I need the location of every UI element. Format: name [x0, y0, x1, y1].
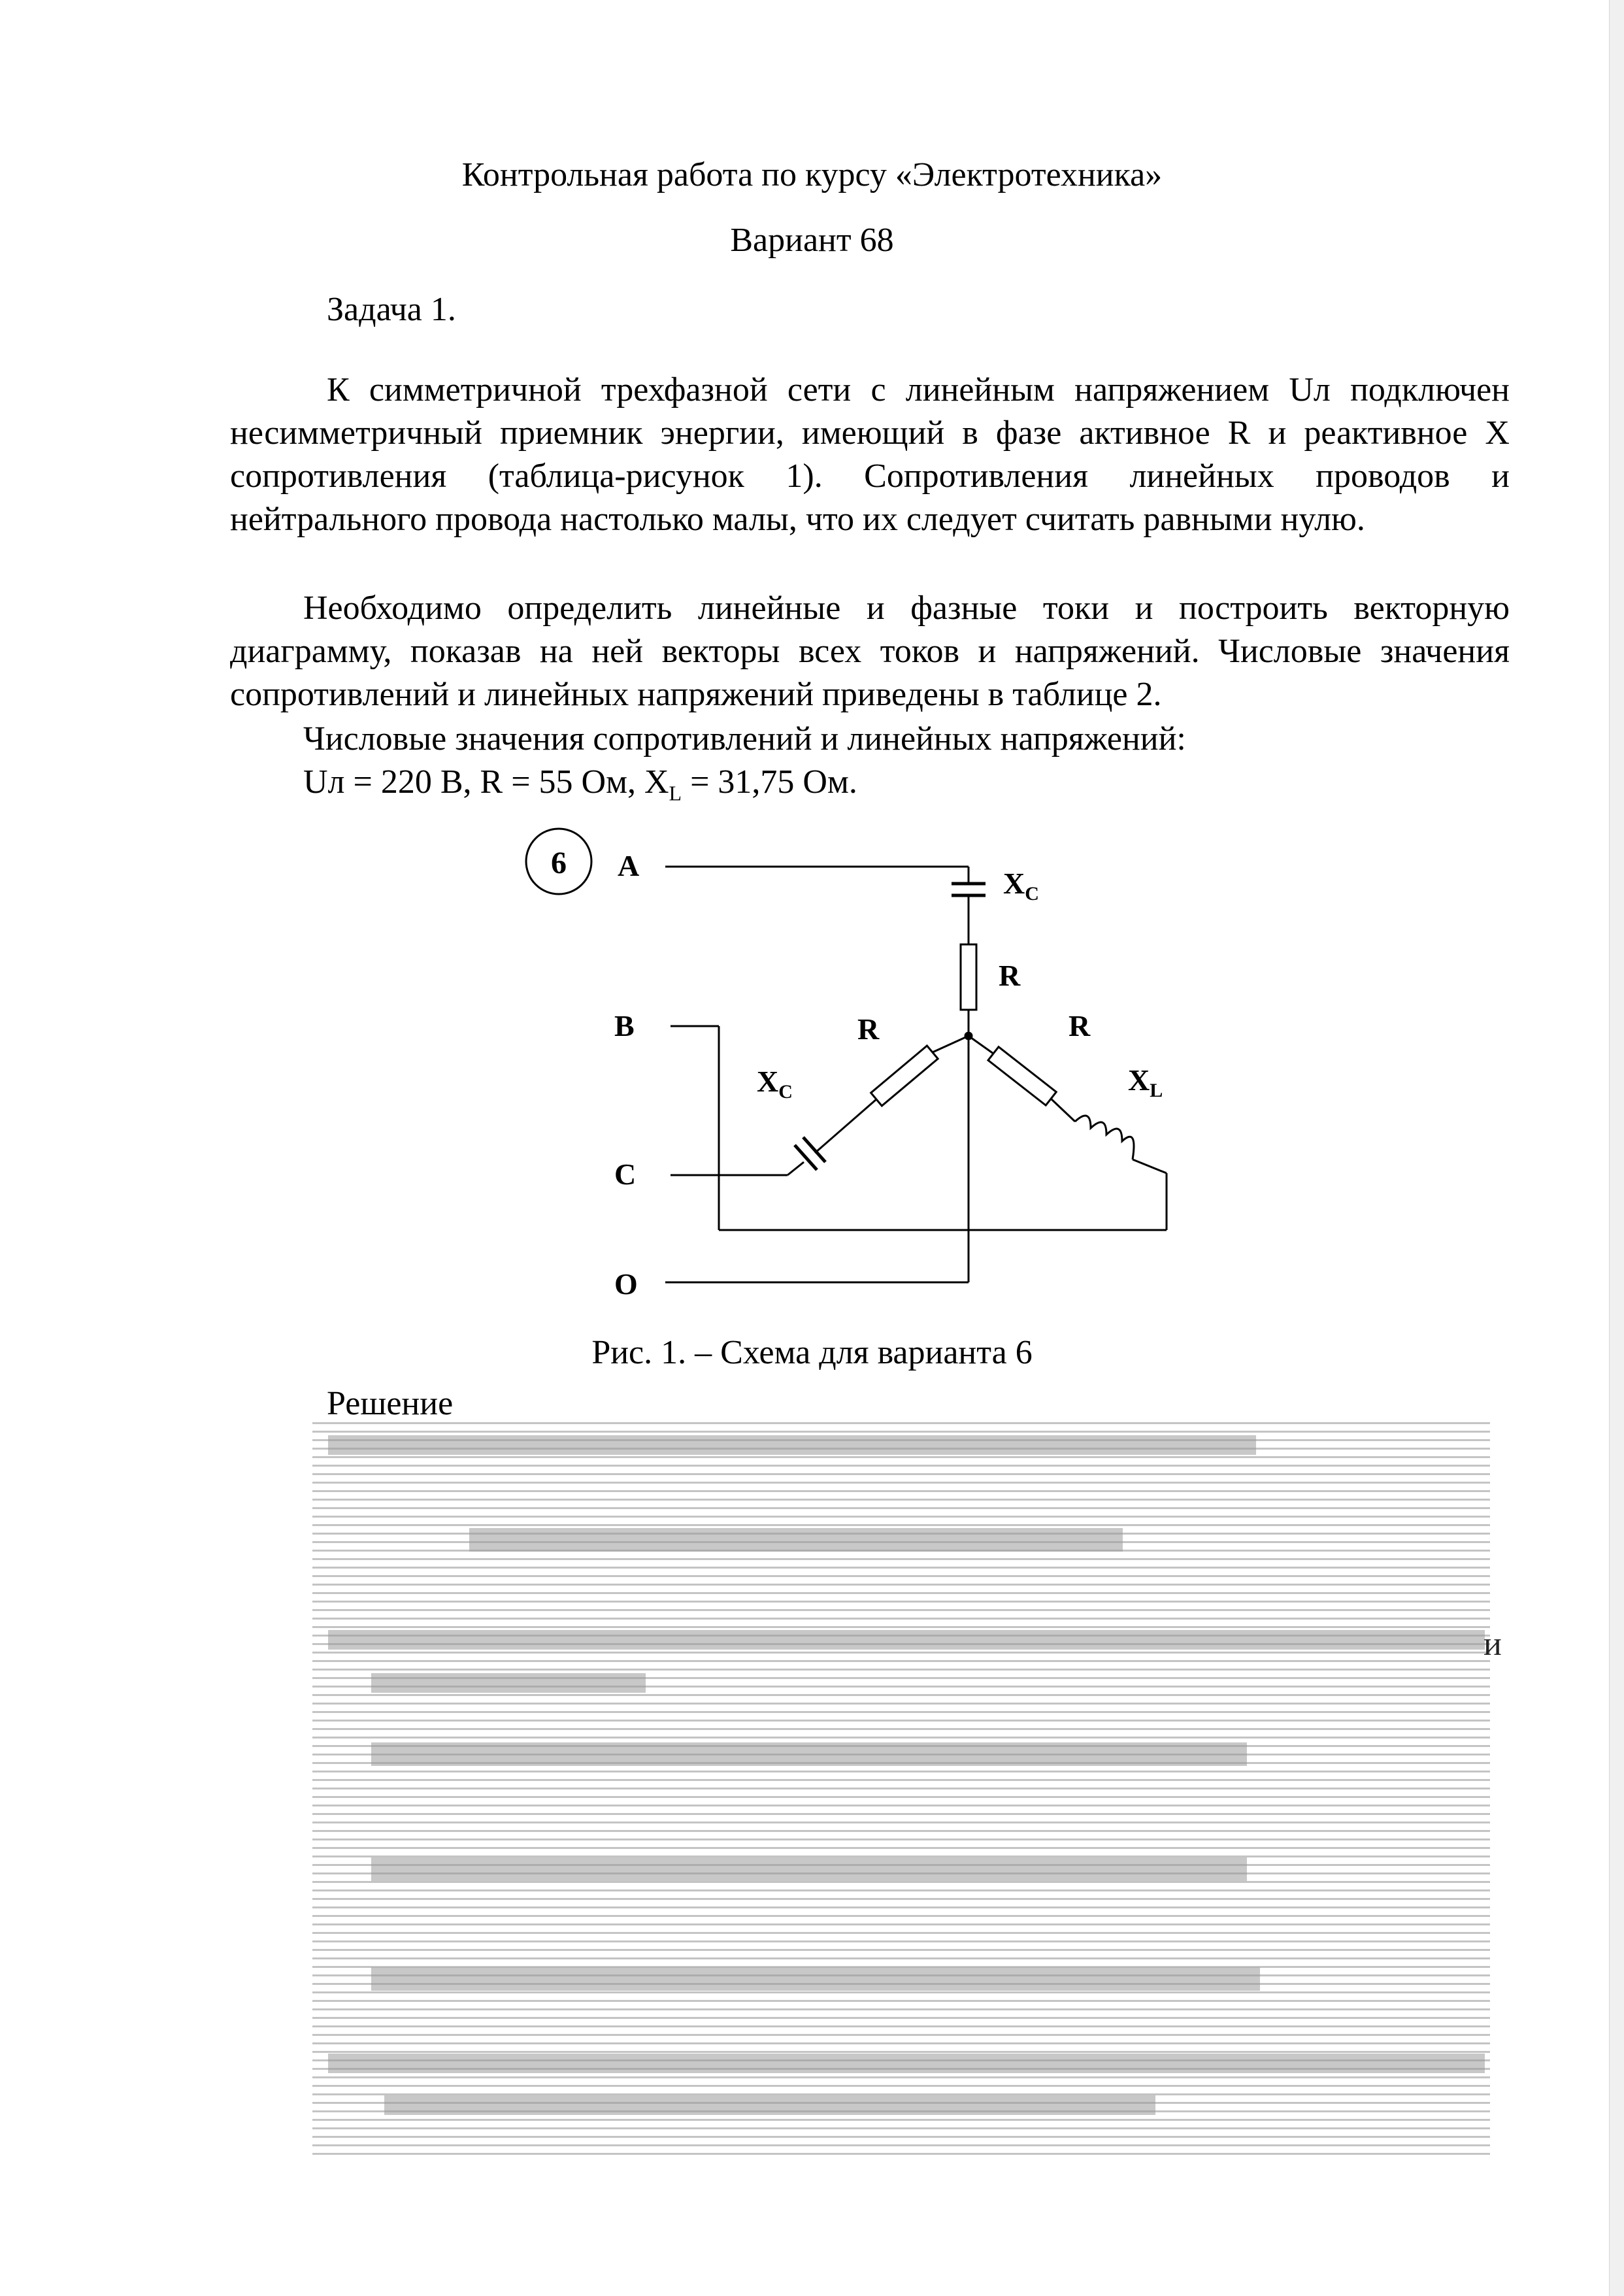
wire-b-end [1133, 1159, 1167, 1173]
xc-c-sub: C [778, 1081, 793, 1103]
wire-b-diag [969, 1036, 993, 1054]
label-xl [1128, 1063, 1163, 1101]
obscured-formula [469, 1528, 1123, 1552]
values-intro: Числовые значения сопротивлений и линейных напряжений: [303, 720, 1186, 757]
wire-c-diag [787, 1162, 804, 1175]
label-a: A [618, 849, 640, 882]
obscured-formula [371, 1857, 1247, 1881]
label-c: C [614, 1157, 637, 1191]
variant-title: Вариант 68 [730, 222, 894, 259]
label-xc-c [757, 1065, 793, 1103]
wire-c-node [933, 1036, 969, 1052]
obscured-line [384, 2095, 1155, 2115]
obscured-line [328, 1435, 1256, 1455]
task-paragraph-1: К симметричной трехфазной сети с линейным напряжением Uл подключен несимметричный приемник энергии, имеющий в фазе активное R и реактивное X сопротивления (таблица-рисунок 1). Сопротивления линейных проводов и нейтрального провода настолько малы, что их следует считать равными нулю. [230, 371, 1510, 538]
resistor-a [961, 944, 976, 1010]
document-title: Контрольная работа по курсу «Электротехника» [461, 156, 1163, 193]
label-r-a: R [999, 959, 1021, 992]
task-heading: Задача 1. [327, 291, 456, 328]
scrollbar[interactable] [1609, 0, 1624, 2296]
label-b: B [614, 1009, 635, 1042]
label-xc-a [1003, 867, 1039, 905]
wire-c-mid [815, 1099, 876, 1153]
label-r-b: R [1069, 1009, 1091, 1042]
wire-b-lead [1051, 1099, 1075, 1122]
figure-caption: Рис. 1. – Схема для варианта 6 [591, 1334, 1033, 1371]
obscured-formula [371, 1742, 1247, 1766]
obscured-solution-area [312, 1422, 1490, 2161]
values-prefix: Uл = 220 В, R = 55 Ом, X [303, 763, 669, 801]
xl-letter: X [1128, 1063, 1150, 1097]
circuit-schematic [510, 810, 1202, 1307]
resistor-b [988, 1047, 1056, 1105]
inductor-coil [1075, 1116, 1134, 1159]
obscured-line [371, 1673, 646, 1693]
xl-sub: L [1150, 1080, 1163, 1101]
obscured-line [328, 1630, 1485, 1650]
xc-a-letter: X [1003, 867, 1025, 900]
variant-number: 6 [551, 846, 567, 880]
task-paragraph-2: Необходимо определить линейные и фазные токи и построить векторную диаграмму, показав на ней векторы всех токов и напряжений. Числовые значения сопротивлений и линейных напряжений приведены в таблице 2. [230, 590, 1510, 713]
values-line [303, 761, 857, 814]
obscured-edge-fragment: и [1483, 1625, 1502, 1663]
obscured-formula [371, 1967, 1260, 1991]
label-r-c: R [857, 1012, 880, 1046]
resistor-c [871, 1046, 938, 1106]
values-sub: L [669, 781, 682, 805]
xc-a-sub: C [1025, 883, 1039, 905]
label-o: O [614, 1267, 638, 1301]
obscured-line [328, 2054, 1485, 2073]
values-suffix: = 31,75 Ом. [682, 763, 857, 801]
solution-heading: Решение [327, 1385, 454, 1422]
xc-c-letter: X [757, 1065, 779, 1098]
